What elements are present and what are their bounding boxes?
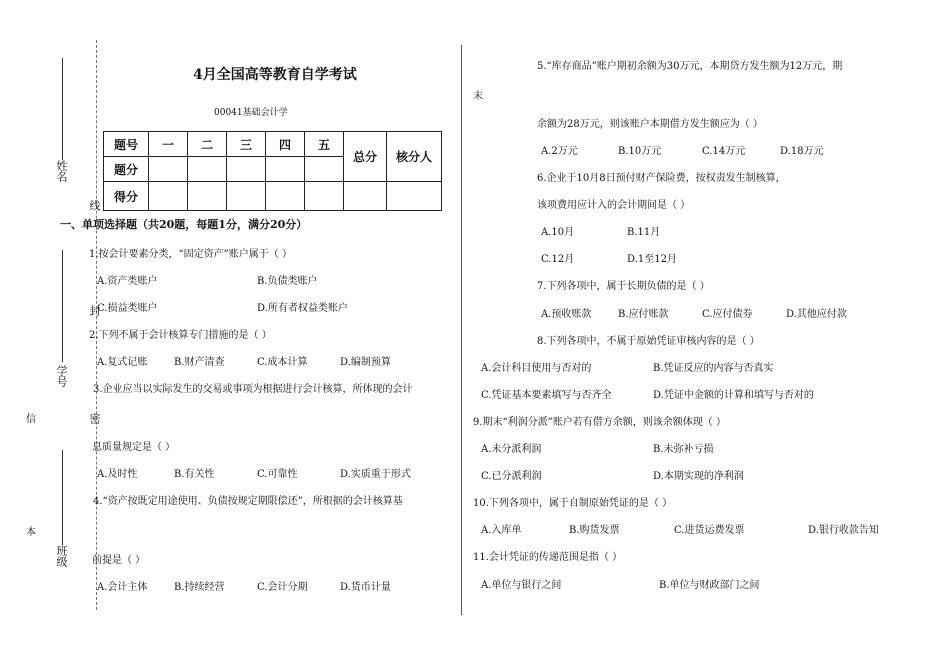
cell: [149, 157, 188, 182]
q5-b: B.10万元: [618, 146, 662, 157]
cell: [305, 157, 344, 182]
label-xin: 信: [26, 414, 36, 425]
course-code: 00041基础会计学: [214, 108, 288, 118]
th-tihao: 题号: [104, 132, 149, 157]
q4-a: A.会计主体: [97, 582, 148, 593]
q2: 2.下列不属于会计核算专门措施的是（ ）: [89, 330, 272, 341]
q6-a: A.10月: [541, 227, 575, 238]
row-tifen: 题分: [104, 157, 149, 182]
q5-c: C.14万元: [702, 146, 746, 157]
cell: [227, 157, 266, 182]
binding-line-name: [62, 58, 63, 160]
q4-b: B.持续经营: [174, 582, 225, 593]
q1-c: C.损益类账户: [97, 303, 158, 314]
cell: [149, 182, 188, 211]
q2-d: D.编制预算: [340, 357, 391, 368]
label-xian: 线: [88, 200, 101, 211]
q4-line1: 4.“资产按既定用途使用、负债按规定期限偿还”，所根据的会计核算基: [93, 496, 403, 507]
q10-b: B.购货发票: [569, 525, 620, 536]
q10-a: A.入库单: [481, 525, 522, 536]
q3-b: B.有关性: [174, 469, 215, 480]
th-checker: 核分人: [387, 132, 442, 182]
q4-d: D.货币计量: [340, 582, 391, 593]
q8-a: A.会计科目使用与否对的: [481, 363, 592, 374]
cell: [305, 182, 344, 211]
section-heading: 一、单项选择题（共20题，每题1分，满分20分）: [60, 218, 308, 231]
cell: [266, 182, 305, 211]
q8: 8.下列各项中，不属于原始凭证审核内容的是（ ）: [537, 336, 760, 347]
q7-c: C.应付债券: [702, 309, 753, 320]
q6-c: C.12月: [541, 254, 575, 265]
q10-d: D.银行收款告知: [808, 525, 879, 536]
q11-a: A.单位与银行之间: [481, 580, 562, 591]
label-mi: 密: [88, 413, 101, 424]
q5-line1: 5.“库存商品”账户期初余额为30万元，本期贷方发生额为12万元，期: [537, 61, 843, 72]
q9: 9.期末“利润分派”账户若有借方余额，则该余额体现（ ）: [473, 417, 726, 428]
q10: 10.下列各项中，属于自制原始凭证的是（ ）: [473, 498, 673, 509]
q3-line1: 3.企业应当以实际发生的交易或事项为根据进行会计核算，所体现的会计: [93, 384, 413, 395]
th-1: 一: [149, 132, 188, 157]
binding-line-xuehao: [62, 250, 63, 362]
q7-d: D.其他应付款: [786, 309, 847, 320]
cell: [227, 182, 266, 211]
q3-d: D.实质重于形式: [340, 469, 411, 480]
score-table: [103, 131, 442, 211]
q11-b: B.单位与财政部门之间: [659, 580, 760, 591]
seal-dash-line: [96, 40, 97, 610]
label-name: 姓名: [55, 160, 68, 182]
q2-c: C.成本计算: [257, 357, 308, 368]
th-total: 总分: [344, 132, 387, 182]
q8-d: D.凭证中金额的计算和填写与否对的: [653, 390, 814, 401]
q2-b: B.财产清查: [174, 357, 225, 368]
q5-d: D.18万元: [780, 146, 824, 157]
label-banji: 班级: [55, 545, 68, 567]
q9-a: A.未分派利润: [481, 444, 542, 455]
q4-c: C.会计分期: [257, 582, 308, 593]
cell: [344, 182, 387, 211]
label-feng: 封: [88, 305, 101, 316]
binding-line-banji: [62, 450, 63, 545]
q3-line2: 息质量规定是（ ）: [92, 442, 176, 453]
q6-line1: 6.企业于10月8日预付财产保险费，按权责发生制核算，: [537, 173, 786, 184]
q1-a: A.资产类账户: [97, 276, 158, 287]
q2-a: A.复式记账: [97, 357, 148, 368]
q5-line3: 余额为28万元，则该账户本期借方发生额应为（ ）: [537, 119, 763, 130]
label-ben: 本: [26, 527, 36, 538]
q5-line2: 末: [473, 91, 483, 102]
th-2: 二: [188, 132, 227, 157]
exam-title: 4月全国高等教育自学考试: [193, 67, 357, 83]
q6-line2: 该项费用应计入的会计期间是（ ）: [537, 200, 691, 211]
q1-b: B.负债类账户: [257, 276, 318, 287]
q5-a: A.2万元: [541, 146, 578, 157]
th-5: 五: [305, 132, 344, 157]
q1: 1.按会计要素分类，“固定资产”账户属于（ ）: [89, 249, 292, 260]
q6-d: D.1至12月: [627, 254, 677, 265]
th-3: 三: [227, 132, 266, 157]
q7-b: B.应付账款: [618, 309, 669, 320]
q11: 11.会计凭证的传递范围是指（ ）: [473, 552, 623, 563]
q7-a: A.预收账款: [541, 309, 592, 320]
q9-d: D.本期实现的净利润: [653, 471, 744, 482]
row-defen: 得分: [104, 182, 149, 211]
q3-a: A.及时性: [97, 469, 138, 480]
label-xuehao: 学号: [55, 365, 68, 387]
th-4: 四: [266, 132, 305, 157]
q3-c: C.可靠性: [257, 469, 298, 480]
cell: [188, 157, 227, 182]
cell: [188, 182, 227, 211]
q4-line2: 前提是（ ）: [92, 555, 146, 566]
q6-b: B.11月: [627, 227, 661, 238]
q8-c: C.凭证基本要素填写与否齐全: [481, 390, 612, 401]
q10-c: C.进货运费发票: [674, 525, 745, 536]
q8-b: B.凭证反应的内容与否真实: [653, 363, 774, 374]
cell: [266, 157, 305, 182]
q7: 7.下列各项中，属于长期负债的是（ ）: [537, 281, 710, 292]
column-divider: [461, 45, 462, 615]
q9-b: B.未弥补亏损: [653, 444, 714, 455]
q9-c: C.已分派利润: [481, 471, 542, 482]
q1-d: D.所有者权益类账户: [257, 303, 348, 314]
cell: [387, 182, 442, 211]
